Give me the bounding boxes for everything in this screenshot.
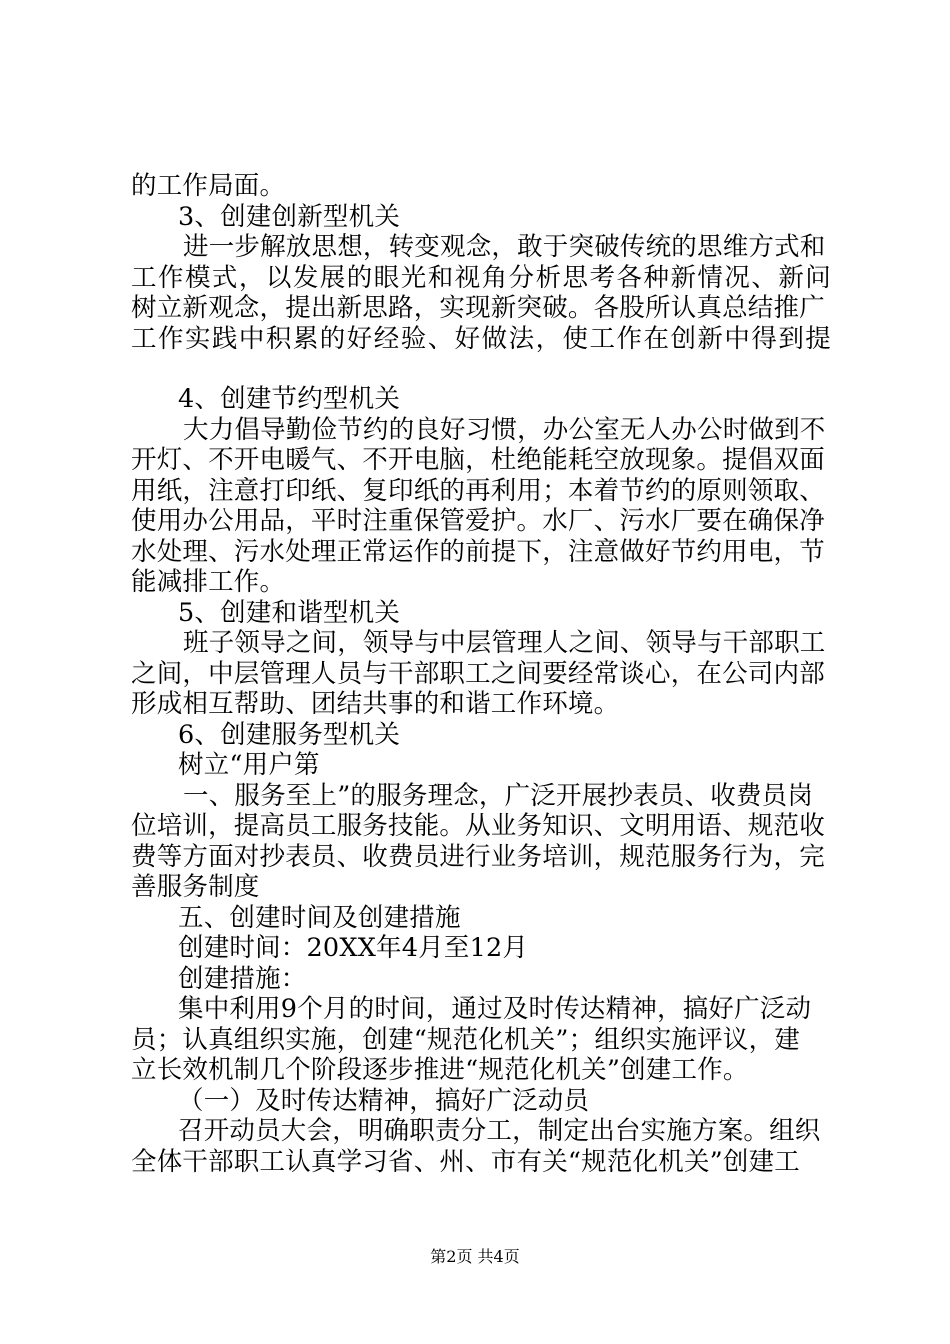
text-line: 树立“用户第 <box>178 750 320 780</box>
section-heading: 4、创建节约型机关 <box>178 384 401 414</box>
text-line: 班子领导之间，领导与中层管理人之间、领导与干部职工 <box>183 628 826 658</box>
text-line: 开灯、不开电暖气、不开电脑，杜绝能耗空放现象。提倡双面 <box>131 445 825 475</box>
text-line: 形成相互帮助、团结共事的和谐工作环境。 <box>131 689 620 719</box>
text-line: 一、服务至上”的服务理念，广泛开展抄表员、收费员岗 <box>183 780 814 811</box>
text-line: 工作模式，以发展的眼光和视角分析思考各种新情况、新问 <box>131 262 831 293</box>
text-line: 创建时间：20XX年4月至12月 <box>178 933 529 963</box>
document-body <box>131 171 831 1177</box>
text-line: 全体干部职工认真学习省、州、市有关“规范化机关”创建工 <box>131 1146 800 1177</box>
text-line: 进一步解放思想，转变观念，敢于突破传统的思维方式和 <box>183 232 826 262</box>
section-heading: 5、创建和谐型机关 <box>178 597 401 628</box>
text-line: 用纸，注意打印纸、复印纸的再利用；本着节约的原则领取、 <box>131 475 825 506</box>
text-line: 费等方面对抄表员、收费员进行业务培训，规范服务行为，完 <box>131 841 825 872</box>
section-heading: 3、创建创新型机关 <box>178 201 401 232</box>
text-line: 创建措施： <box>178 963 307 994</box>
text-line: 水处理、污水处理正常运作的前提下，注意做好节约用电，节 <box>131 536 825 567</box>
text-line: 工作实践中积累的好经验、好做法，使工作在创新中得到提 <box>131 323 831 354</box>
text-line: 善服务制度 <box>131 872 260 902</box>
paragraph-gap <box>131 354 831 384</box>
text-line: 的工作局面。 <box>131 171 286 201</box>
section-heading: 6、创建服务型机关 <box>178 719 401 750</box>
text-line: 能减排工作。 <box>131 567 286 597</box>
section-heading: 五、创建时间及创建措施 <box>178 902 461 933</box>
text-line: 大力倡导勤俭节约的良好习惯，办公室无人办公时做到不 <box>183 414 826 445</box>
text-line: 立长效机制几个阶段逐步推进“规范化机关”创建工作。 <box>131 1055 749 1085</box>
text-line: 员；认真组织实施，创建“规范化机关”；组织实施评议，建 <box>131 1024 800 1055</box>
text-line: 树立新观念，提出新思路，实现新突破。各股所认真总结推广 <box>131 293 825 323</box>
text-line: 集中利用9个月的时间，通过及时传达精神，搞好广泛动 <box>178 994 812 1024</box>
text-line: 位培训，提高员工服务技能。从业务知识、文明用语、规范收 <box>131 811 825 841</box>
page-number-footer: 第2页 共4页 <box>430 1247 520 1266</box>
text-line: 之间，中层管理人员与干部职工之间要经常谈心，在公司内部 <box>131 658 825 689</box>
text-line: 召开动员大会，明确职责分工，制定出台实施方案。组织 <box>178 1116 821 1146</box>
subsection-heading: （一）及时传达精神，搞好广泛动员 <box>178 1085 590 1116</box>
text-line: 使用办公用品，平时注重保管爱护。水厂、污水厂要在确保净 <box>131 506 825 536</box>
